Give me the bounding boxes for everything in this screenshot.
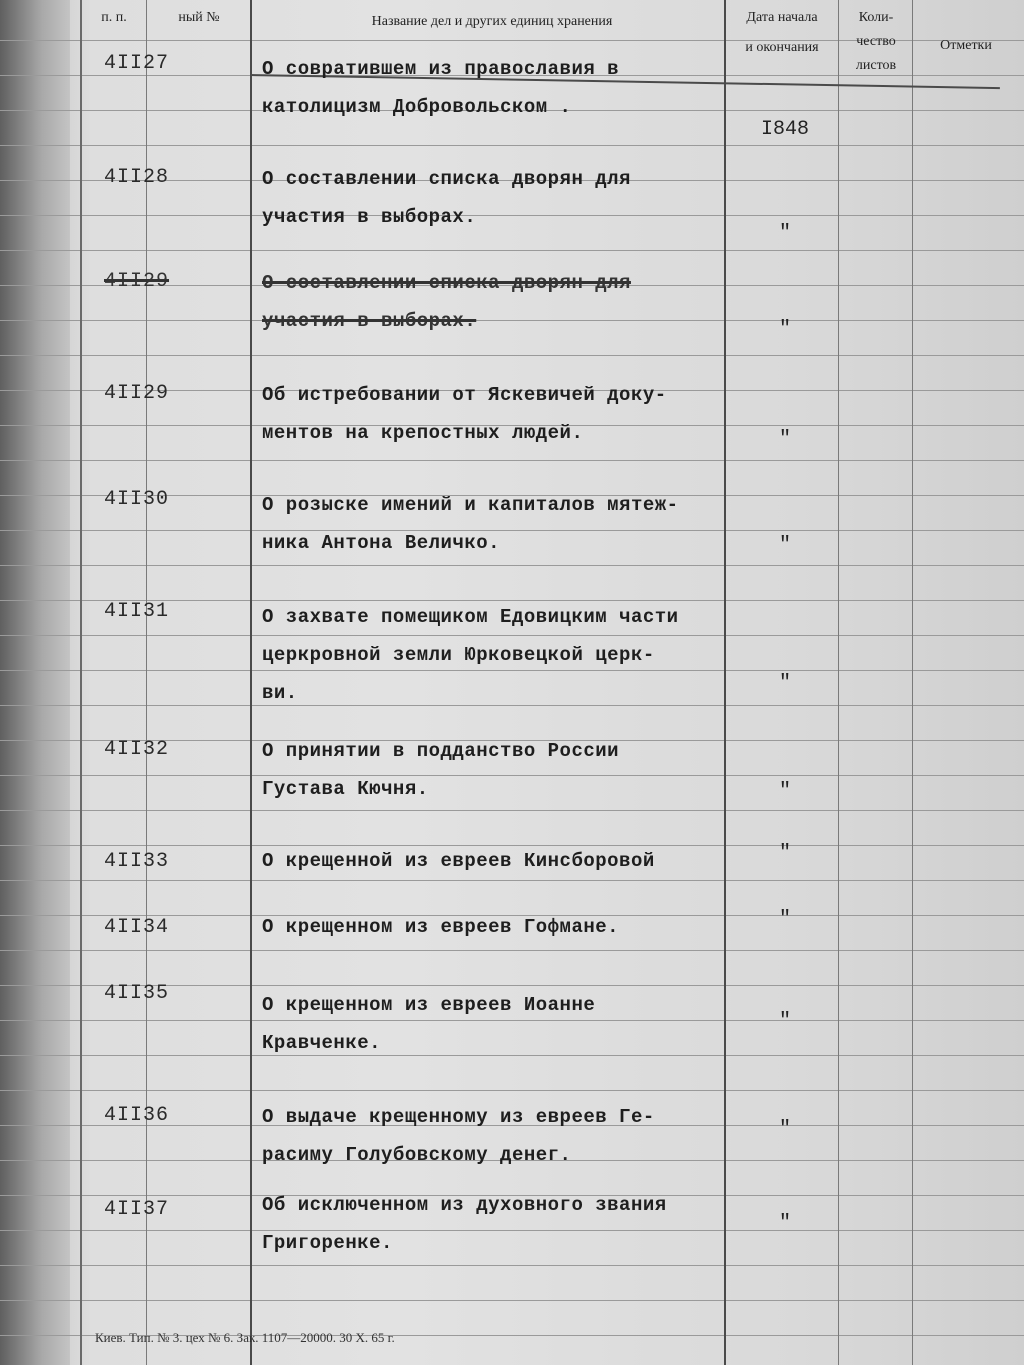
ruled-line: [0, 565, 1024, 566]
header-date-2: и окончания: [745, 40, 819, 55]
record-date: ": [778, 318, 791, 341]
header-pp: п. п.: [101, 10, 127, 25]
column-divider: [838, 0, 839, 1365]
record-date: ": [778, 672, 791, 695]
record-date: ": [778, 780, 791, 803]
record-date: ": [778, 222, 791, 245]
record-date: ": [778, 842, 791, 865]
record-number: 4II37: [104, 1198, 170, 1221]
record-title: О совратившем из православия в католицизм Добровольском .: [262, 58, 620, 118]
record-title: О принятии в подданство России Густава Кючня.: [262, 740, 620, 800]
record-date: ": [778, 534, 791, 557]
record-title: О захвате помещиком Едовицким части церкровной земли Юрковецкой церк- ви.: [262, 606, 679, 704]
record-number: 4II28: [104, 166, 170, 189]
header-date-1: Дата начала: [746, 10, 818, 25]
header-count-3: листов: [855, 58, 897, 73]
record-title: О крещенном из евреев Гофмане.: [262, 916, 620, 938]
record-date: ": [778, 428, 791, 451]
column-divider: [250, 0, 252, 1365]
record-title: Об истребовании от Яскевичей доку- ментов на крепостных людей.: [262, 384, 667, 444]
record-date: ": [778, 1212, 791, 1235]
column-divider: [912, 0, 913, 1365]
record-date: ": [778, 908, 791, 931]
ruled-line: [0, 1090, 1024, 1091]
column-divider: [146, 0, 147, 1365]
record-number: 4II32: [104, 738, 170, 761]
record-date: ": [778, 1118, 791, 1141]
ruled-line: [0, 460, 1024, 461]
header-title: Название дел и других единиц хранения: [371, 14, 613, 29]
ruled-line: [0, 880, 1024, 881]
ruled-line: [0, 1265, 1024, 1266]
record-date: I848: [760, 118, 809, 141]
ruled-line: [0, 1300, 1024, 1301]
header-count-1: Коли-: [858, 10, 894, 25]
record-number: 4II30: [104, 488, 170, 511]
record-number: 4II29: [104, 270, 170, 293]
record-title: О крещенном из евреев Иоанне Кравченке.: [262, 994, 596, 1054]
record-number: 4II33: [104, 850, 170, 873]
record-title: О составлении списка дворян для участия в выборах.: [262, 272, 631, 332]
record-title: О розыске имений и капиталов мятеж- ника Антона Величко.: [262, 494, 679, 554]
header-number: ный №: [178, 10, 220, 25]
record-title: О выдаче крещенному из евреев Ге- расиму Голубовскому денег.: [262, 1106, 655, 1166]
record-title: Об исключенном из духовного звания Григоренке.: [262, 1194, 667, 1254]
record-title: О составлении списка дворян для участия в выборах.: [262, 168, 631, 228]
ruled-line: [0, 810, 1024, 811]
ruled-line: [0, 950, 1024, 951]
ruled-line: [0, 145, 1024, 146]
record-number: 4II34: [104, 916, 170, 939]
header-count-2: чество: [856, 34, 896, 49]
record-title: О крещенной из евреев Кинсборовой: [262, 850, 655, 872]
record-number: 4II31: [104, 600, 170, 623]
column-divider: [80, 0, 82, 1365]
print-imprint: Киев. Тип. № 3. цех № 6. Зак. 1107—20000. 30 X. 65 г.: [95, 1330, 395, 1345]
record-number: 4II27: [104, 52, 170, 75]
ruled-line: [0, 355, 1024, 356]
record-number: 4II36: [104, 1104, 170, 1127]
header-notes: Отметки: [940, 38, 992, 53]
ruled-line: [0, 250, 1024, 251]
record-date: ": [778, 1010, 791, 1033]
record-number: 4II29: [104, 382, 170, 405]
record-number: 4II35: [104, 982, 170, 1005]
